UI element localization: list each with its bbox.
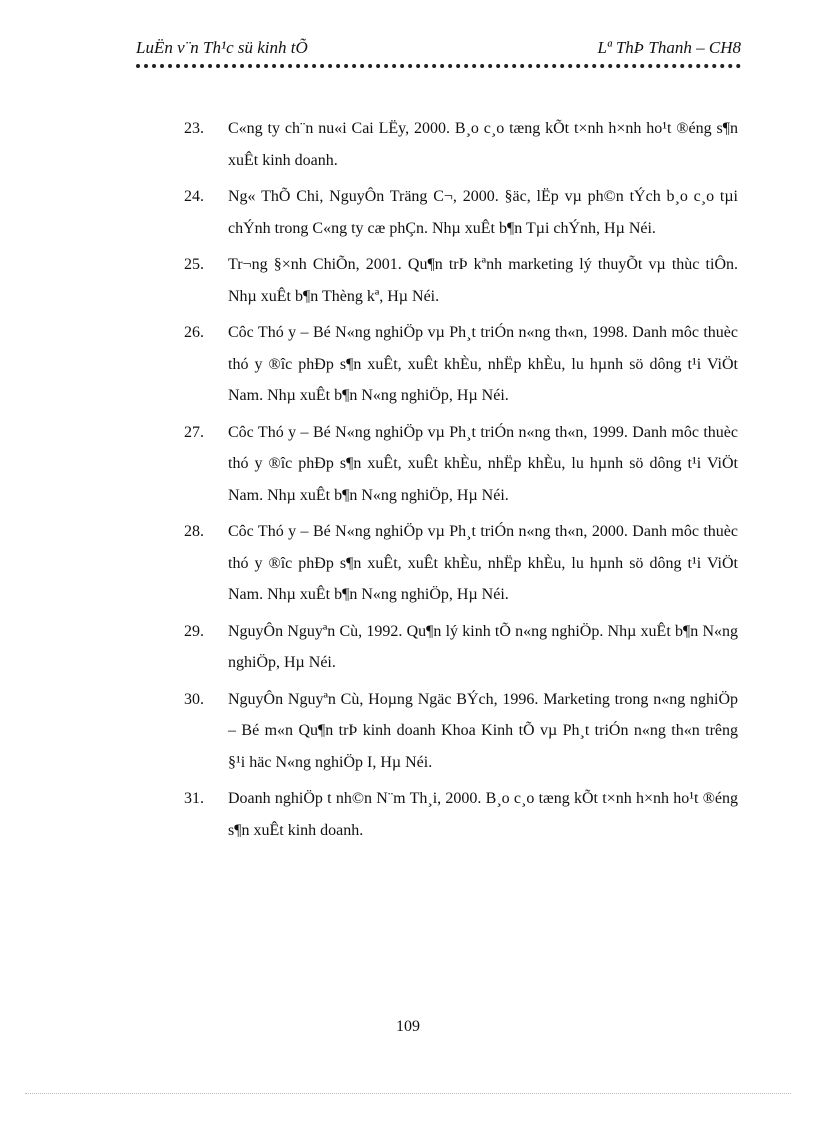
reference-item — [184, 616, 738, 679]
reference-item — [184, 317, 738, 412]
reference-text: Côc Thó y – Bé N«ng nghiÖp vµ Ph¸t triÓn n«ng th«n, 1999. Danh môc thuèc thó y ®îc phÐp s¶n xuÊt, xuÊt khÈu, nhËp khÈu, lu hµnh sö dông t¹i ViÖt Nam. Nhµ xuÊt b¶n N«ng nghiÖp, Hµ Néi. — [228, 423, 738, 504]
reference-text: NguyÔn Nguyªn Cù, Hoµng Ngäc BÝch, 1996. Marketing trong n«ng nghiÖp – Bé m«n Qu¶n trÞ kinh doanh Khoa Kinh tÕ vµ Ph¸t triÓn n«ng th«n trêng §¹i häc N«ng nghiÖp I, Hµ Néi. — [228, 690, 738, 771]
reference-number: 30. — [184, 690, 204, 708]
reference-text: NguyÔn Nguyªn Cù, 1992. Qu¶n lý kinh tÕ n«ng nghiÖp. Nhµ xuÊt b¶n N«ng nghiÖp, Hµ Néi. — [228, 622, 738, 671]
reference-text: Doanh nghiÖp t nh©n N¨m Th¸i, 2000. B¸o c¸o tæng kÕt t×nh h×nh ho¹t ®éng s¶n xuÊt kinh doanh. — [228, 790, 738, 839]
reference-text: Côc Thó y – Bé N«ng nghiÖp vµ Ph¸t triÓn n«ng th«n, 1998. Danh môc thuèc thó y ®îc phÐp s¶n xuÊt, xuÊt khÈu, nhËp khÈu, lu hµnh sö dông t¹i ViÖt Nam. Nhµ xuÊt b¶n N«ng nghiÖp, Hµ Néi. — [228, 324, 738, 404]
reference-number: 24. — [184, 188, 204, 205]
reference-number: 26. — [184, 324, 204, 341]
page-bottom-rule — [25, 1093, 791, 1094]
header-thesis-title: LuËn v¨n Th¹c sü kinh tÕ — [136, 38, 308, 57]
reference-number: 29. — [184, 622, 204, 640]
reference-text: Ng« ThÕ Chi, NguyÔn Träng C¬, 2000. §äc, lËp vµ ph©n tÝch b¸o c¸o tµi chÝnh trong C«ng ty cæ phÇn. Nhµ xuÊt b¶n Tµi chÝnh, Hµ Néi. — [228, 188, 738, 237]
reference-text: Côc Thó y – Bé N«ng nghiÖp vµ Ph¸t triÓn n«ng th«n, 2000. Danh môc thuèc thó y ®îc phÐp s¶n xuÊt, xuÊt khÈu, nhËp khÈu, lu hµnh sö dông t¹i ViÖt Nam. Nhµ xuÊt b¶n N«ng nghiÖp, Hµ Néi. — [228, 523, 738, 603]
reference-number: 28. — [184, 523, 204, 540]
reference-number: 27. — [184, 423, 204, 441]
page-number: 109 — [396, 1018, 420, 1035]
page-header — [136, 38, 741, 60]
reference-text: C«ng ty ch¨n nu«i Cai LËy, 2000. B¸o c¸o tæng kÕt t×nh h×nh ho¹t ®éng s¶n xuÊt kinh doanh. — [228, 120, 738, 169]
reference-item — [184, 417, 738, 512]
reference-text: Tr¬ng §×nh ChiÕn, 2001. Qu¶n trÞ kªnh marketing lý thuyÕt vµ thùc tiÔn. Nhµ xuÊt b¶n Thèng kª, Hµ Néi. — [228, 256, 738, 305]
reference-item — [184, 684, 738, 779]
reference-list — [184, 113, 738, 851]
header-author: Lª ThÞ Thanh – CH8 — [597, 38, 741, 57]
reference-number: 31. — [184, 790, 204, 807]
reference-number: 25. — [184, 256, 204, 273]
reference-item — [184, 783, 738, 846]
reference-item — [184, 113, 738, 176]
reference-item — [184, 516, 738, 611]
reference-item — [184, 249, 738, 312]
reference-item — [184, 181, 738, 244]
reference-number: 23. — [184, 120, 204, 137]
header-divider — [136, 64, 741, 74]
